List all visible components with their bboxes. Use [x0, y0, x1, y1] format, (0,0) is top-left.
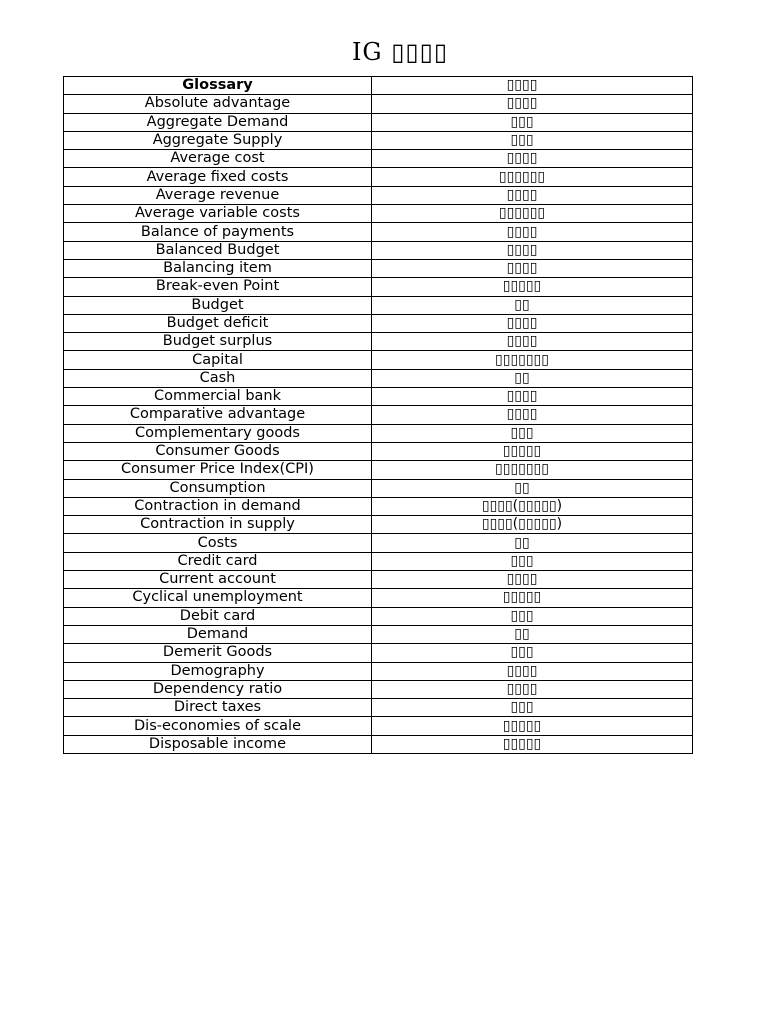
page-title: IG ▯▯▯▯	[351, 38, 449, 66]
translation-cell: ▯▯▯▯▯	[372, 589, 693, 607]
term-cell: Demography	[64, 662, 372, 680]
translation-cell: ▯▯▯▯▯▯	[372, 205, 693, 223]
translation-cell: ▯▯▯▯▯	[372, 717, 693, 735]
translation-cell: ▯▯▯▯	[372, 95, 693, 113]
table-header-row	[64, 77, 693, 95]
term-cell: Absolute advantage	[64, 95, 372, 113]
term-cell: Budget surplus	[64, 333, 372, 351]
term-cell: Budget deficit	[64, 314, 372, 332]
term-cell: Consumer Goods	[64, 442, 372, 460]
translation-cell: ▯▯▯▯▯	[372, 735, 693, 753]
translation-cell: ▯▯▯▯	[372, 680, 693, 698]
table-row	[64, 223, 693, 241]
table-row	[64, 699, 693, 717]
table-row	[64, 479, 693, 497]
glossary-table-body	[64, 95, 693, 754]
term-cell: Consumer Price Index(CPI)	[64, 461, 372, 479]
translation-cell: ▯▯▯▯	[372, 571, 693, 589]
table-row	[64, 168, 693, 186]
table-row	[64, 516, 693, 534]
table-row	[64, 131, 693, 149]
translation-cell: ▯▯▯▯▯▯▯	[372, 461, 693, 479]
translation-cell: ▯▯▯▯	[372, 150, 693, 168]
term-cell: Balanced Budget	[64, 241, 372, 259]
term-cell: Balance of payments	[64, 223, 372, 241]
term-cell: Dis-economies of scale	[64, 717, 372, 735]
table-row	[64, 644, 693, 662]
translation-cell: ▯▯	[372, 296, 693, 314]
table-row	[64, 186, 693, 204]
table-row	[64, 552, 693, 570]
term-cell: Direct taxes	[64, 699, 372, 717]
term-cell: Cash	[64, 369, 372, 387]
translation-cell: ▯▯▯▯▯	[372, 442, 693, 460]
term-cell: Average revenue	[64, 186, 372, 204]
table-row	[64, 241, 693, 259]
header-term-cell: Glossary	[64, 77, 372, 95]
term-cell: Demerit Goods	[64, 644, 372, 662]
table-row	[64, 424, 693, 442]
table-row	[64, 461, 693, 479]
table-row	[64, 351, 693, 369]
translation-cell: ▯▯▯▯	[372, 406, 693, 424]
term-cell: Aggregate Demand	[64, 113, 372, 131]
table-row	[64, 113, 693, 131]
glossary-table-header	[64, 77, 693, 95]
translation-cell: ▯▯	[372, 625, 693, 643]
table-row	[64, 296, 693, 314]
translation-cell: ▯▯▯▯▯	[372, 278, 693, 296]
translation-cell: ▯▯	[372, 534, 693, 552]
translation-cell: ▯▯	[372, 479, 693, 497]
glossary-table	[63, 76, 693, 754]
translation-cell: ▯▯▯	[372, 552, 693, 570]
term-cell: Aggregate Supply	[64, 131, 372, 149]
term-cell: Commercial bank	[64, 388, 372, 406]
translation-cell: ▯▯▯▯	[372, 259, 693, 277]
table-row	[64, 607, 693, 625]
translation-cell: ▯▯▯▯	[372, 314, 693, 332]
table-row	[64, 717, 693, 735]
term-cell: Average fixed costs	[64, 168, 372, 186]
term-cell: Credit card	[64, 552, 372, 570]
term-cell: Average cost	[64, 150, 372, 168]
term-cell: Contraction in demand	[64, 497, 372, 515]
translation-cell: ▯▯	[372, 369, 693, 387]
translation-cell: ▯▯▯▯	[372, 388, 693, 406]
translation-cell: ▯▯▯	[372, 607, 693, 625]
term-cell: Balancing item	[64, 259, 372, 277]
translation-cell: ▯▯▯▯(▯▯▯▯▯)	[372, 516, 693, 534]
translation-cell: ▯▯▯	[372, 113, 693, 131]
term-cell: Demand	[64, 625, 372, 643]
term-cell: Debit card	[64, 607, 372, 625]
table-row	[64, 314, 693, 332]
table-row	[64, 571, 693, 589]
table-row	[64, 497, 693, 515]
term-cell: Costs	[64, 534, 372, 552]
table-row	[64, 388, 693, 406]
term-cell: Average variable costs	[64, 205, 372, 223]
header-translation-cell: ▯▯▯▯	[372, 77, 693, 95]
translation-cell: ▯▯▯	[372, 699, 693, 717]
table-row	[64, 278, 693, 296]
table-row	[64, 259, 693, 277]
term-cell: Disposable income	[64, 735, 372, 753]
table-row	[64, 625, 693, 643]
translation-cell: ▯▯▯▯(▯▯▯▯▯)	[372, 497, 693, 515]
term-cell: Dependency ratio	[64, 680, 372, 698]
table-row	[64, 205, 693, 223]
table-row	[64, 150, 693, 168]
table-row	[64, 406, 693, 424]
term-cell: Complementary goods	[64, 424, 372, 442]
translation-cell: ▯▯▯▯	[372, 241, 693, 259]
term-cell: Break-even Point	[64, 278, 372, 296]
table-row	[64, 735, 693, 753]
term-cell: Current account	[64, 571, 372, 589]
translation-cell: ▯▯▯▯▯▯▯	[372, 351, 693, 369]
translation-cell: ▯▯▯▯	[372, 186, 693, 204]
table-row	[64, 333, 693, 351]
table-row	[64, 680, 693, 698]
table-row	[64, 662, 693, 680]
term-cell: Contraction in supply	[64, 516, 372, 534]
translation-cell: ▯▯▯▯	[372, 662, 693, 680]
term-cell: Consumption	[64, 479, 372, 497]
translation-cell: ▯▯▯▯	[372, 333, 693, 351]
translation-cell: ▯▯▯▯▯▯	[372, 168, 693, 186]
term-cell: Comparative advantage	[64, 406, 372, 424]
term-cell: Cyclical unemployment	[64, 589, 372, 607]
translation-cell: ▯▯▯	[372, 131, 693, 149]
translation-cell: ▯▯▯	[372, 644, 693, 662]
table-row	[64, 534, 693, 552]
table-row	[64, 442, 693, 460]
translation-cell: ▯▯▯	[372, 424, 693, 442]
table-row	[64, 369, 693, 387]
translation-cell: ▯▯▯▯	[372, 223, 693, 241]
term-cell: Budget	[64, 296, 372, 314]
table-row	[64, 95, 693, 113]
term-cell: Capital	[64, 351, 372, 369]
table-row	[64, 589, 693, 607]
